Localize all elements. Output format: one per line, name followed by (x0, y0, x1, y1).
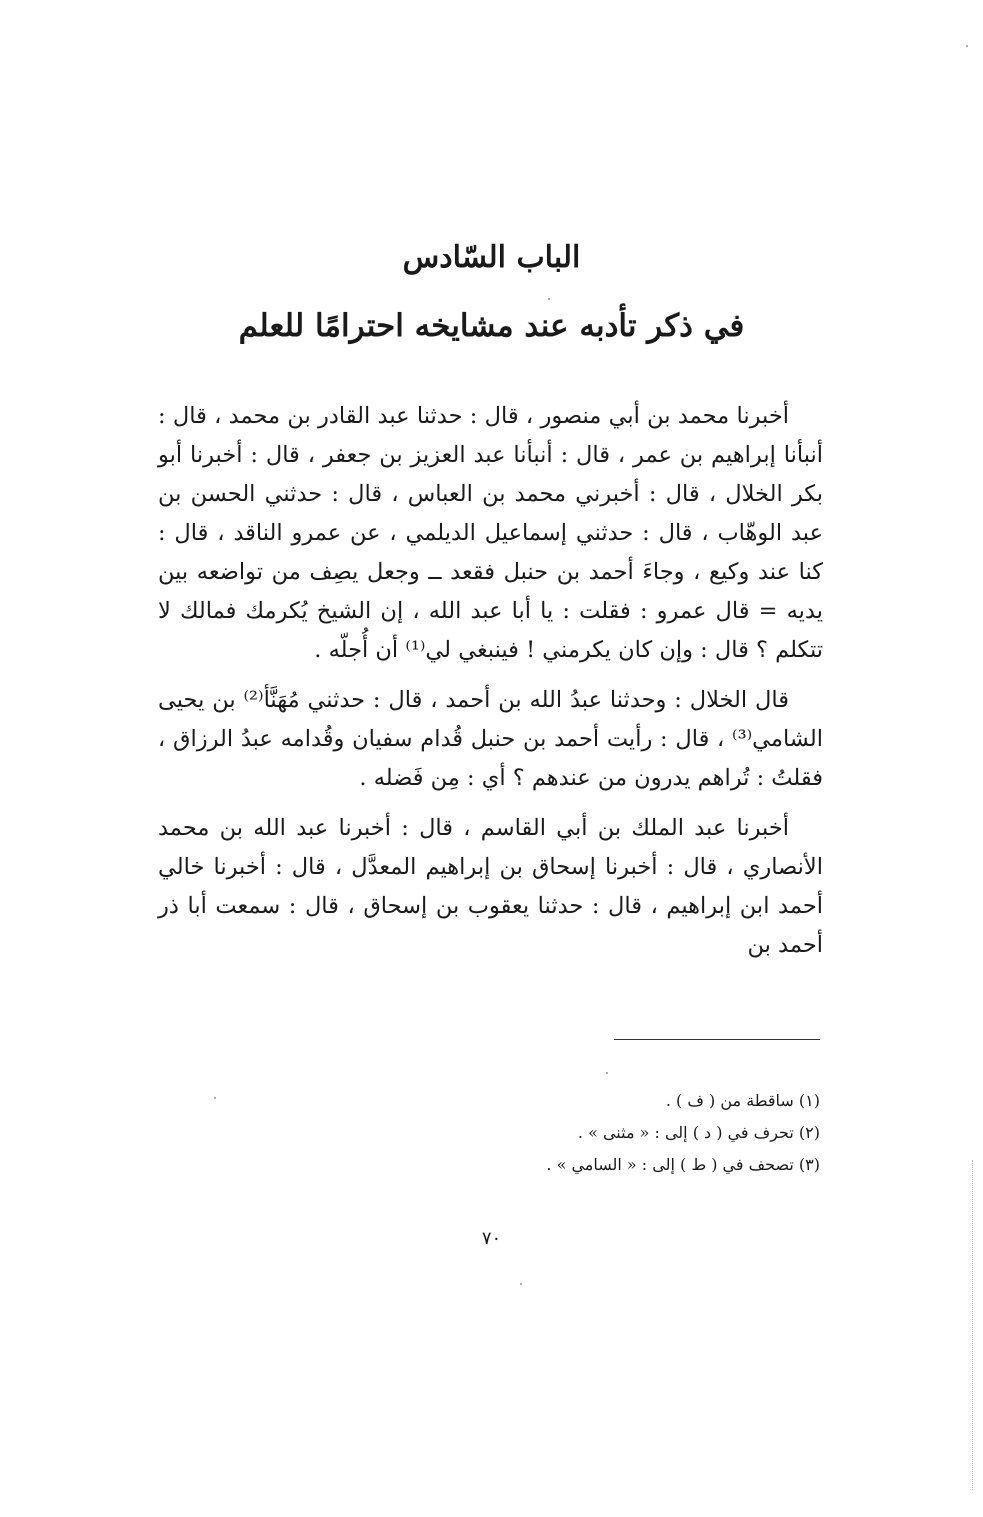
footnote-separator (614, 1039, 820, 1040)
footnote: (٢) تحرف في ( د ) إلى : « مثنى » . (577, 1123, 820, 1142)
paragraph: أخبرنا عبد الملك بن أبي القاسم ، قال : أخبرنا عبد الله بن محمد الأنصاري ، قال : أخبرنا إسحاق بن إبراهيم المعدَّل ، قال : أخبرنا خالي أحمد ابن إبراهيم ، قال : حدثنا يعقوب بن إسحاق ، قال : سمعت أبا ذر أحمد بن (158, 815, 823, 958)
footnote: (٣) تصحف في ( ط ) إلى : « السامي » . (546, 1155, 820, 1174)
chapter-title: الباب السّادس (402, 240, 581, 275)
paragraph: قال الخلال : وحدثنا عبدُ الله بن أحمد ، قال : حدثني مُهَنَّأ⁽²⁾ بن يحيى الشامي⁽³⁾ ، قال : رأيت أحمد بن حنبل قُدام سفيان وقُدامه عبدُ الرزاق ، فقلتُ : تُراهم يدرون من عندهم ؟ أي : مِن فَضله . (158, 687, 823, 791)
scan-edge-dots (972, 1160, 974, 1490)
page-number: ٧٠ (481, 1228, 502, 1249)
chapter-subtitle: في ذكر تأدبه عند مشايخه احترامًا للعلم (238, 308, 745, 344)
scan-speck (548, 298, 550, 300)
scan-speck (214, 1097, 216, 1099)
scan-speck (966, 45, 968, 47)
scan-speck (520, 1283, 522, 1285)
paragraph: أخبرنا محمد بن أبي منصور ، قال : حدثنا عبد القادر بن محمد ، قال : أنبأنا إبراهيم بن عمر ، قال : أنبأنا عبد العزيز بن جعفر ، قال : أخبرنا أبو بكر الخلال ، قال : أخبرني محمد بن العباس ، قال : حدثني الحسن بن عبد الوهّاب ، قال : حدثني إسماعيل الديلمي ، عن عمرو الناقد ، قال : كنا عند وكيع ، وجاءَ أحمد بن حنبل فقعد ــ وجعل يصِف من تواضعه بين يديه = قال عمرو : فقلت : يا أبا عبد الله ، إن الشيخ يُكرمك فمالك لا تتكلم ؟ قال : وإن كان يكرمني ! فينبغي لي⁽¹⁾ أن أُجلّه . (158, 403, 823, 663)
footnote: (١) ساقطة من ( ف ) . (665, 1091, 820, 1110)
main-text (158, 397, 823, 976)
scan-speck (606, 1072, 608, 1074)
footnotes (470, 1085, 820, 1181)
